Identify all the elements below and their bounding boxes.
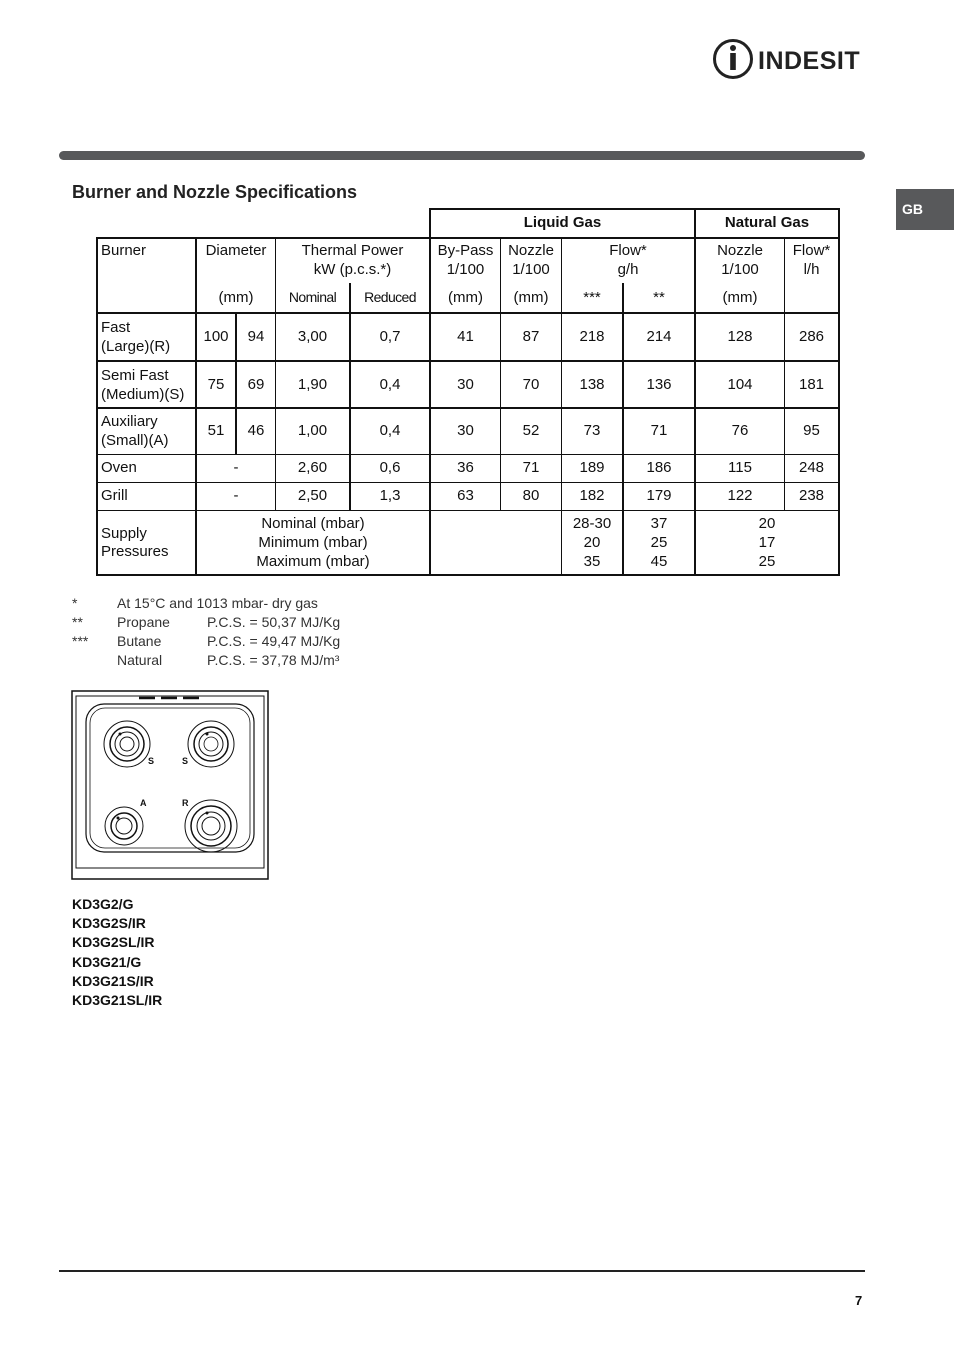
table-cell: 138	[579, 376, 605, 393]
ng-flow-unit: l/h	[803, 261, 820, 278]
bypass-header-2: 1/100	[446, 261, 485, 278]
table-cell: 286	[798, 328, 825, 345]
table-cell: 100	[203, 328, 229, 345]
table-cell: 1,90	[297, 376, 328, 393]
table-cell: 238	[798, 487, 825, 504]
table-cell: 30	[457, 422, 474, 439]
table-cell: 75	[207, 376, 225, 393]
footnote-label: At 15°C and 1013 mbar- dry gas	[117, 595, 318, 611]
footnote-mark: **	[72, 614, 83, 630]
model-item: KD3G21S/IR	[72, 972, 154, 989]
footer-divider	[59, 1270, 865, 1272]
table-cell: 37	[650, 515, 668, 532]
nozzle-unit: (mm)	[513, 289, 549, 306]
hob-label-s: S	[182, 756, 189, 766]
footnote-mark: ***	[72, 633, 89, 649]
bypass-unit: (mm)	[448, 289, 483, 306]
burner-name-sub: (Medium)(S)	[101, 386, 185, 403]
header-divider	[59, 151, 865, 160]
footnote-value: P.C.S. = 49,47 MJ/Kg	[207, 633, 341, 649]
table-cell: 2,50	[297, 487, 328, 504]
table-cell: 3,00	[297, 328, 328, 345]
natural-gas-header: Natural Gas	[724, 214, 810, 231]
table-cell: 70	[522, 376, 540, 393]
footnote-mark: *	[72, 595, 78, 611]
table-cell: 189	[579, 459, 605, 476]
supply-nominal: Nominal (mbar)	[261, 515, 365, 532]
nozzle-header: Nozzle	[508, 242, 554, 259]
page-title: Burner and Nozzle Specifications	[72, 182, 358, 202]
table-cell: 122	[727, 487, 753, 504]
flow-header: Flow*	[609, 242, 647, 259]
language-tab: GB	[896, 189, 954, 230]
table-cell: 128	[727, 328, 753, 345]
diameter-unit: (mm)	[218, 289, 254, 306]
liquid-gas-header: Liquid Gas	[523, 214, 602, 231]
table-cell: 20	[583, 534, 601, 551]
indesit-logo	[712, 36, 868, 82]
footnote-value: P.C.S. = 37,78 MJ/m³	[207, 652, 340, 668]
table-cell: 30	[457, 376, 474, 393]
table-cell: -	[233, 487, 239, 504]
supply-label-sub: Pressures	[101, 543, 169, 560]
table-cell: 218	[579, 328, 605, 345]
diameter-header: Diameter	[205, 242, 267, 259]
footnote-value: P.C.S. = 50,37 MJ/Kg	[207, 614, 341, 630]
nozzle-header-2: 1/100	[512, 261, 550, 278]
table-cell: 0,4	[379, 422, 401, 439]
bypass-header: By-Pass	[437, 242, 494, 259]
model-item: KD3G2S/IR	[72, 915, 146, 932]
footnote-label: Propane	[117, 614, 170, 630]
supply-minimum: Minimum (mbar)	[258, 534, 368, 551]
table-cell: 248	[798, 459, 825, 476]
burner-name: Semi Fast	[101, 367, 169, 384]
model-item: KD3G21SL/IR	[72, 992, 163, 1009]
table-cell: 41	[457, 328, 474, 345]
table-cell: 73	[583, 422, 601, 439]
table-cell: 36	[457, 459, 474, 476]
table-cell: 115	[728, 459, 752, 476]
table-cell: 71	[650, 422, 668, 439]
table-cell: 214	[646, 328, 672, 345]
table-cell: 1,00	[297, 422, 328, 439]
table-cell: 71	[522, 459, 540, 476]
burner-name-sub: (Small)(A)	[101, 432, 169, 449]
table-cell: 69	[247, 376, 265, 393]
table-cell: 0,4	[379, 376, 401, 393]
table-cell: 2,60	[297, 459, 328, 476]
supply-label: Supply	[101, 525, 147, 542]
model-item: KD3G2SL/IR	[72, 934, 155, 951]
table-cell: 136	[646, 376, 672, 393]
burner-name-sub: (Large)(R)	[101, 338, 171, 355]
burner-name: Oven	[101, 459, 137, 476]
model-item: KD3G21/G	[72, 953, 142, 970]
flow-unit: g/h	[617, 261, 639, 278]
table-cell: 95	[803, 422, 820, 439]
table-cell: 25	[758, 553, 776, 570]
burner-name: Auxiliary	[101, 413, 158, 430]
table-cell: 25	[650, 534, 668, 551]
table-cell: 0,7	[379, 328, 401, 345]
table-cell: 35	[583, 553, 601, 570]
table-cell: 80	[522, 487, 540, 504]
table-cell: 17	[758, 534, 776, 551]
flow-butane-header: ***	[583, 289, 601, 306]
ng-nozzle-unit: (mm)	[722, 289, 758, 306]
spec-table	[96, 208, 840, 576]
hob-label-s: S	[148, 756, 155, 766]
table-cell: 182	[579, 487, 605, 504]
table-cell: 51	[207, 422, 225, 439]
table-cell: -	[233, 459, 239, 476]
table-cell: 179	[646, 487, 672, 504]
reduced-header: Reduced	[364, 289, 416, 305]
table-cell: 87	[522, 328, 540, 345]
table-cell: 186	[646, 459, 672, 476]
table-cell: 52	[522, 422, 540, 439]
table-cell: 94	[247, 328, 265, 345]
table-cell: 20	[758, 515, 776, 532]
footnote-label: Natural	[117, 652, 163, 668]
ng-nozzle-header-2: 1/100	[721, 261, 759, 278]
table-cell: 181	[798, 376, 825, 393]
burner-name: Grill	[101, 487, 128, 504]
hob-diagram	[71, 690, 269, 880]
model-item: KD3G2/G	[72, 896, 134, 912]
burner-name: Fast	[101, 319, 131, 336]
svg-text:INDESIT: INDESIT	[758, 47, 861, 75]
table-cell: 76	[731, 422, 749, 439]
model-list	[72, 895, 162, 1010]
footnote-label: Butane	[117, 633, 162, 649]
thermal-power-unit: kW (p.c.s.*)	[313, 261, 392, 278]
table-cell: 46	[247, 422, 265, 439]
ng-flow-header: Flow*	[792, 242, 831, 259]
burner-header: Burner	[101, 242, 147, 259]
table-cell: 63	[457, 487, 474, 504]
table-cell: 1,3	[379, 487, 401, 504]
supply-maximum: Maximum (mbar)	[256, 553, 370, 570]
page-number: 7	[855, 1293, 863, 1308]
table-cell: 28-30	[572, 515, 612, 532]
table-cell: 104	[727, 376, 753, 393]
ng-nozzle-header: Nozzle	[717, 242, 763, 259]
flow-propane-header: **	[653, 289, 665, 306]
table-cell: 0,6	[379, 459, 401, 476]
hob-label-a: A	[140, 798, 147, 808]
table-cell: 45	[650, 553, 668, 570]
hob-label-r: R	[182, 798, 189, 808]
nominal-header: Nominal	[288, 289, 337, 305]
thermal-power-header: Thermal Power	[301, 242, 404, 259]
